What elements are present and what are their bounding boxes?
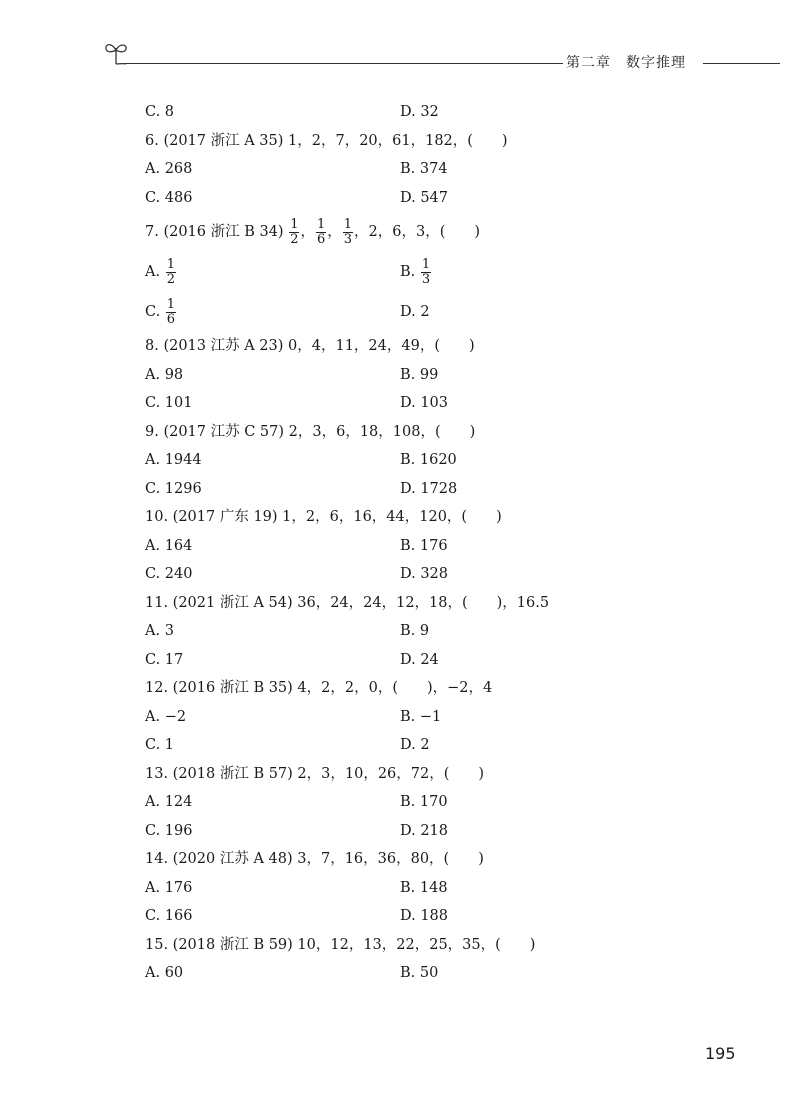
option-right: B. 148	[400, 879, 448, 896]
option-row	[145, 560, 745, 589]
fraction-denominator: 2	[166, 271, 175, 287]
question-stem	[145, 845, 745, 874]
option-row	[145, 446, 745, 475]
option-row	[145, 874, 745, 903]
option-row	[145, 155, 745, 184]
option-right: D. 1728	[400, 480, 458, 497]
option-right: D. 32	[400, 104, 439, 120]
option-right: B. 170	[400, 794, 448, 810]
option-left: C. 1296	[145, 480, 202, 497]
question-text: 12. (2016 浙江 B 35) 4，2，2，0，( )，−2，4	[145, 680, 493, 696]
option-right: D. 24	[400, 651, 439, 668]
fraction	[421, 258, 431, 287]
question-prefix: 7. (2016 浙江 B 34)	[145, 224, 289, 240]
option-right: B. −1	[400, 708, 442, 725]
option-row	[145, 292, 745, 332]
fraction	[343, 218, 353, 247]
option-left	[145, 292, 177, 332]
fraction-denominator: 3	[343, 231, 353, 247]
option-right: B. 99	[400, 366, 439, 383]
option-right: B. 9	[400, 623, 430, 639]
option-label: B.	[400, 264, 420, 280]
option-right: D. 328	[400, 566, 449, 582]
fraction	[166, 298, 176, 327]
question-text: 9. (2017 江苏 C 57) 2，3，6，18，108，( )	[145, 423, 476, 440]
question-stem	[145, 589, 745, 618]
question-stem	[145, 931, 745, 960]
chapter-title: 第二章 数字推理	[566, 55, 686, 71]
question-text	[145, 212, 480, 252]
question-stem	[145, 503, 745, 532]
option-left: C. 1	[145, 737, 175, 753]
page-number: 195	[705, 1044, 736, 1063]
fraction	[316, 218, 326, 247]
fraction-numerator: 1	[343, 216, 353, 232]
option-left: A. 164	[145, 537, 193, 554]
option-row	[145, 902, 745, 931]
option-right: D. 547	[400, 189, 449, 206]
fraction-denominator: 2	[290, 231, 299, 247]
question-stem	[145, 674, 745, 703]
option-left: A. 98	[145, 366, 184, 383]
question-text: 10. (2017 广东 19) 1，2，6，16，44，120，( )	[145, 509, 502, 525]
option-row	[145, 959, 745, 988]
page-header	[0, 0, 800, 80]
option-left: A. 60	[145, 965, 184, 981]
option-row	[145, 184, 745, 213]
fraction-denominator: 6	[166, 311, 176, 327]
question-text: 15. (2018 浙江 B 59) 10，12，13，22，25，35，( )	[145, 936, 536, 953]
question-text: 11. (2021 浙江 A 54) 36，24，24，12，18，( )，16.5	[145, 594, 550, 611]
option-left: A. −2	[145, 708, 187, 725]
option-left: C. 17	[145, 651, 184, 668]
fraction-numerator: 1	[166, 296, 176, 312]
option-row	[145, 361, 745, 390]
option-row	[145, 646, 745, 675]
option-row	[145, 389, 745, 418]
fraction-denominator: 6	[316, 231, 326, 247]
fraction-numerator: 1	[166, 256, 175, 272]
option-left: A. 176	[145, 879, 193, 896]
option-left: C. 101	[145, 395, 193, 411]
option-label: C.	[145, 304, 165, 320]
option-right: D. 218	[400, 822, 449, 839]
question-stem	[145, 127, 745, 156]
option-right: B. 1620	[400, 452, 457, 468]
option-row	[145, 475, 745, 504]
fraction-numerator: 1	[316, 216, 326, 232]
option-row	[145, 703, 745, 732]
header-rule-left	[125, 63, 563, 64]
question-text: 6. (2017 浙江 A 35) 1，2，7，20，61，182，( )	[145, 132, 508, 149]
question-stem	[145, 212, 745, 252]
option-left	[145, 252, 177, 292]
option-left: A. 3	[145, 623, 174, 639]
fraction	[289, 218, 299, 247]
option-left: A. 268	[145, 161, 193, 177]
option-row	[145, 617, 745, 646]
option-left: C. 486	[145, 189, 193, 206]
option-left: C. 196	[145, 822, 193, 839]
option-row	[145, 817, 745, 846]
option-left: C. 8	[145, 104, 175, 120]
question-stem	[145, 418, 745, 447]
question-suffix: ，2，6，3，( )	[354, 224, 481, 240]
option-right: B. 374	[400, 161, 448, 177]
option-row	[145, 252, 745, 292]
option-left: A. 124	[145, 794, 193, 810]
option-left: A. 1944	[145, 452, 202, 468]
option-right: D. 188	[400, 908, 449, 924]
option-right: B. 50	[400, 965, 439, 981]
option-right: D. 103	[400, 395, 449, 411]
option-label: A.	[145, 264, 165, 280]
fraction-numerator: 1	[421, 256, 431, 272]
option-right: B. 176	[400, 537, 448, 554]
question-list	[145, 98, 745, 988]
fraction	[166, 258, 176, 287]
option-row	[145, 98, 745, 127]
fraction-denominator: 3	[421, 271, 431, 287]
option-left: C. 166	[145, 908, 193, 924]
fraction-numerator: 1	[290, 216, 299, 232]
option-right	[400, 252, 432, 292]
option-right: D. 2	[400, 737, 430, 753]
question-text: 14. (2020 江苏 A 48) 3，7，16，36，80，( )	[145, 851, 484, 867]
question-stem	[145, 332, 745, 361]
option-left: C. 240	[145, 566, 193, 582]
option-right: D. 2	[400, 304, 430, 320]
header-rule-right	[703, 63, 780, 64]
question-stem	[145, 760, 745, 789]
question-text: 13. (2018 浙江 B 57) 2，3，10，26，72，( )	[145, 765, 485, 782]
option-row	[145, 532, 745, 561]
option-row	[145, 731, 745, 760]
separator: ，	[300, 224, 315, 240]
separator: ，	[327, 224, 342, 240]
question-text: 8. (2013 江苏 A 23) 0，4，11，24，49，( )	[145, 338, 475, 354]
option-row	[145, 788, 745, 817]
sprout-icon	[102, 38, 130, 66]
